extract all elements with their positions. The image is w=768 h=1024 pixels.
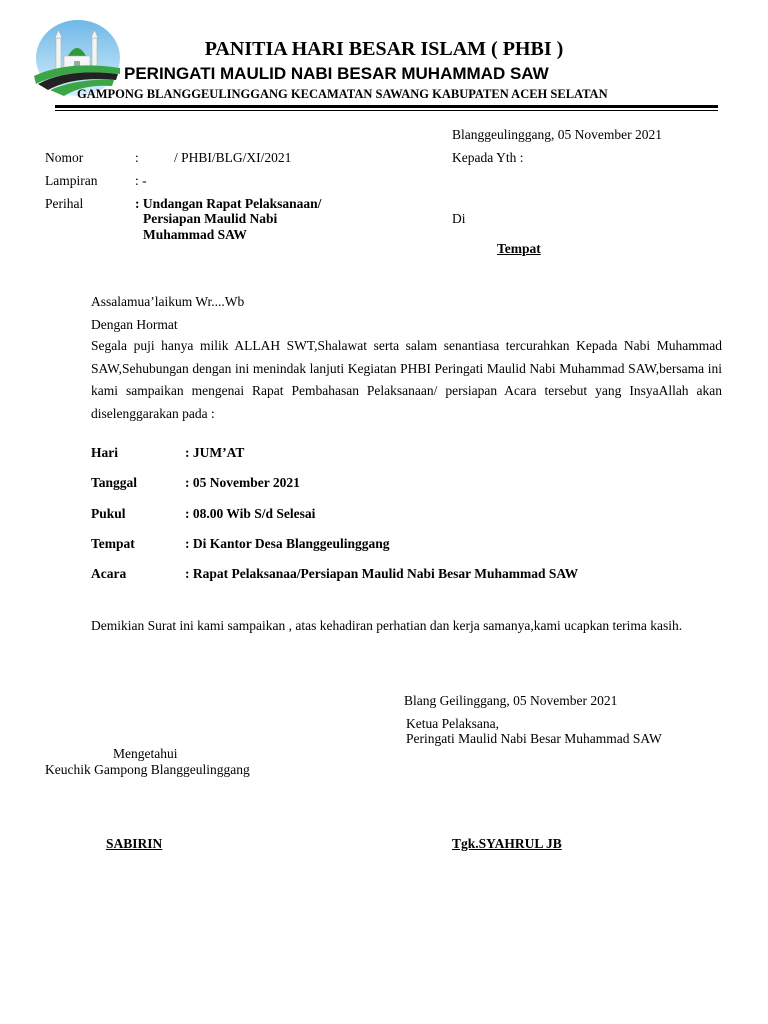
signature-role-committee: Peringati Maulid Nabi Besar Muhammad SAW: [406, 731, 662, 746]
detail-label-hari: Hari: [91, 445, 118, 460]
detail-value-hari: : JUM’AT: [185, 445, 245, 460]
closing-paragraph: Demikian Surat ini kami sampaikan , atas kehadiran perhatian dan kerja samanya,kami ucapkan terima kasih.: [91, 618, 683, 633]
nomor-label: Nomor: [45, 150, 84, 165]
signature-place-date: Blang Geilinggang, 05 November 2021: [404, 693, 618, 708]
detail-value-acara: : Rapat Pelaksanaa/Persiapan Maulid Nabi Besar Muhammad SAW: [185, 566, 579, 581]
nomor-value: / PHBI/BLG/XI/2021: [174, 150, 292, 165]
signature-role-ketua: Ketua Pelaksana,: [406, 716, 499, 731]
detail-value-pukul: : 08.00 Wib S/d Selesai: [185, 506, 316, 521]
signatory-right-name: Tgk.SYAHRUL JB: [452, 836, 562, 851]
letterhead-address: GAMPONG BLANGGEULINGGANG KECAMATAN SAWANG KABUPATEN ACEH SELATAN: [77, 87, 608, 101]
nomor-colon: :: [135, 150, 139, 165]
tempat-heading: Tempat: [497, 241, 541, 256]
lampiran-label: Lampiran: [45, 173, 98, 188]
header-divider-thin: [55, 110, 718, 111]
di-label: Di: [452, 211, 466, 226]
signature-role-keuchik: Keuchik Gampong Blanggeulinggang: [45, 762, 250, 777]
detail-value-tempat: : Di Kantor Desa Blanggeulinggang: [185, 536, 390, 551]
signatory-left-name: SABIRIN: [106, 836, 163, 851]
detail-label-tempat: Tempat: [91, 536, 135, 551]
header-divider-thick: [55, 105, 718, 108]
detail-label-tanggal: Tanggal: [91, 475, 138, 490]
letterhead-subtitle: PERINGATI MAULID NABI BESAR MUHAMMAD SAW: [124, 64, 549, 83]
place-date: Blanggeulinggang, 05 November 2021: [452, 127, 662, 142]
perihal-line-2: Persiapan Maulid Nabi: [143, 211, 278, 226]
perihal-label: Perihal: [45, 196, 84, 211]
hormat: Dengan Hormat: [91, 317, 178, 332]
lampiran-value: : -: [135, 173, 147, 188]
perihal-line-3: Muhammad SAW: [143, 227, 247, 242]
detail-label-pukul: Pukul: [91, 506, 126, 521]
kepada-label: Kepada Yth :: [452, 150, 524, 165]
detail-value-tanggal: : 05 November 2021: [185, 475, 300, 490]
opening-paragraph: Segala puji hanya milik ALLAH SWT,Shalawat serta salam senantiasa tercurahkan Kepada Nabi Muhammad SAW,Sehubungan dengan ini menindak lanjuti Kegiatan PHBI Peringati Maulid Nabi Muhammad SAW,bersama ini kami sampaikan mengenai Rapat Pembahasan Pelaksanaan/ persiapan Acara tersebut yang InsyaAllah akan diselenggarakan pada :: [91, 338, 722, 421]
detail-label-acara: Acara: [91, 566, 127, 581]
signature-mengetahui: Mengetahui: [113, 746, 178, 761]
perihal-line-1: : Undangan Rapat Pelaksanaan/: [135, 196, 322, 211]
letterhead-title: PANITIA HARI BESAR ISLAM ( PHBI ): [204, 38, 564, 60]
salam: Assalamua’laikum Wr....Wb: [91, 294, 245, 309]
